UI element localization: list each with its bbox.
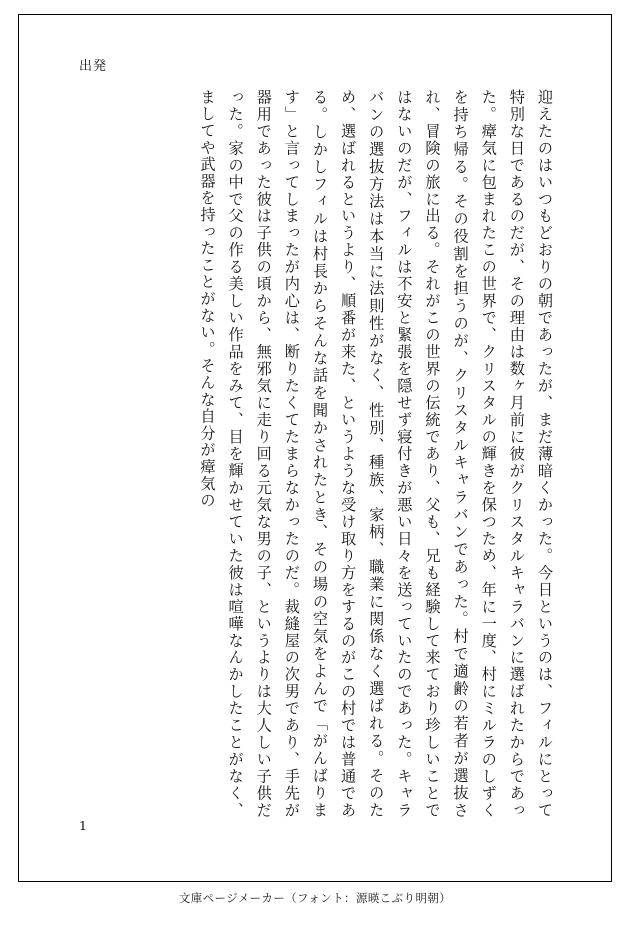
body-paragraph: 迎えたのはいつもどおりの朝であったが、まだ薄暗くかった。今日というのは、フィルにとって特別な日であるのだが、その理由は数ヶ月前に彼がクリスタルキャラバンに選ばれたからであった。瘴気に包まれたこの世界で、クリスタルの輝きを保つため、年に一度、村にミルラのしずくを持ち帰る。その役割を担うのが、クリスタルキャラバンであった。村で適齢の若者が選抜され、冒険の旅に出る。それがこの世界の伝統であり、父も、兄も経験して来ており珍しいことではないのだが、フィルは不安と緊張を隠せず寝付きが悪い日々を送っていたのであった。キャラバンの選抜方法は本当に法則性がなく、性別、種族、家柄、職業に関係なく選ばれる。そのため、選ばれるというより、順番が来た、というような受け取り方をするのがこの村では普通である。しかしフィルは村長からそんな話を聞かされたとき、その場の空気をよんで「がんばります」と言ってしまったが内心は、断りたくてたまらなかったのだ。裁縫屋の次男であり、手先が器用であった彼は子供の頃から、無邪気に走り回る元気な男の子、というよりは大人しい子供だった。家の中で父の作る美しい作品をみて、目を輝かせていた彼は喧嘩なんかしたことがなく、ましてや武器を持ったことがない。そんな自分が瘴気の [198, 89, 554, 819]
page-number: 1 [79, 818, 87, 833]
page-body-text [77, 89, 559, 819]
page-frame [18, 14, 612, 882]
footer-caption: 文庫ページメーカー（フォント：源暎こぶり明朝） [178, 891, 452, 905]
page-header-title: 出発 [79, 59, 108, 74]
